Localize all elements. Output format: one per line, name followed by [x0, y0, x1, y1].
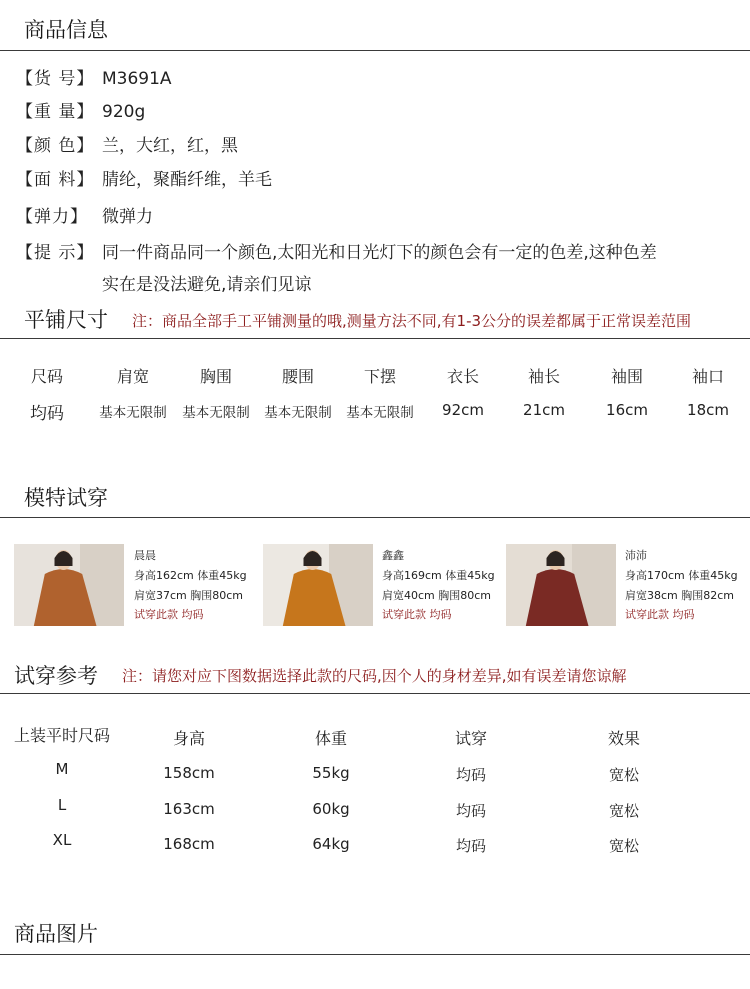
- info-value: M3691A: [102, 69, 172, 89]
- size-value-cell: 92cm: [442, 401, 484, 419]
- divider: [0, 50, 750, 51]
- size-value-cell: 16cm: [606, 401, 648, 419]
- model-tried-size: 试穿此款 均码: [625, 608, 695, 621]
- size-header-cell: 袖围: [610, 367, 644, 386]
- size-header-cell: 袖长: [527, 367, 561, 386]
- fit-value-cell: 宽松: [608, 802, 640, 820]
- info-label: 【提 示】: [16, 243, 95, 263]
- section-title-product-images: 商品图片: [14, 922, 98, 946]
- model-1-photo: [14, 544, 124, 626]
- divider: [0, 693, 750, 694]
- model-card: [506, 544, 742, 626]
- info-row: [16, 131, 238, 156]
- fit-header-cell: 试穿: [454, 729, 488, 748]
- size-header-cell: 腰围: [281, 367, 315, 386]
- size-header-cell: 胸围: [199, 367, 233, 386]
- section-title-model-fitting: 模特试穿: [24, 486, 108, 510]
- size-header-cell: 衣长: [446, 367, 480, 386]
- fit-header-cell: 上装平时尺码: [13, 726, 111, 745]
- model-2-photo: [263, 544, 373, 626]
- fit-value-cell: 60kg: [312, 800, 350, 818]
- info-label: 【颜 色】: [16, 136, 95, 156]
- info-label: 【面 料】: [16, 170, 95, 190]
- info-row: [16, 202, 153, 227]
- size-value-cell: 基本无限制: [264, 405, 332, 421]
- model-tried-size: 试穿此款 均码: [382, 608, 452, 621]
- info-value-continued: 实在是没法避免,请亲们见谅: [102, 275, 312, 295]
- info-row: [16, 64, 172, 89]
- divider: [0, 517, 750, 518]
- info-value: 腈纶，聚酯纤维，羊毛: [102, 170, 272, 190]
- model-shoulder-bust: 肩宽38cm 胸围82cm: [625, 589, 735, 602]
- size-header-cell: 袖口: [691, 367, 725, 386]
- info-label: 【重 量】: [16, 102, 95, 122]
- model-card: [263, 544, 499, 626]
- info-value: 兰，大红，红，黑: [102, 136, 238, 156]
- fit-value-cell: 55kg: [312, 764, 350, 782]
- fit-value-cell: 均码: [455, 802, 487, 820]
- size-header-cell: 肩宽: [116, 367, 150, 386]
- size-value-cell: 基本无限制: [99, 405, 167, 421]
- info-row: [16, 97, 145, 122]
- divider: [0, 338, 750, 339]
- fit-value-cell: L: [57, 796, 67, 814]
- fit-header-cell: 效果: [607, 729, 641, 748]
- fit-value-cell: 均码: [455, 837, 487, 855]
- model-name: 沛沛: [625, 549, 647, 562]
- model-3-photo: [506, 544, 616, 626]
- fit-value-cell: 宽松: [608, 837, 640, 855]
- size-value-cell: 均码: [30, 404, 64, 424]
- size-value-cell: 基本无限制: [346, 405, 414, 421]
- size-value-cell: 18cm: [687, 401, 729, 419]
- fit-value-cell: 158cm: [163, 764, 215, 782]
- model-name: 鑫鑫: [382, 549, 404, 562]
- model-height-weight: 身高162cm 体重45kg: [134, 569, 247, 582]
- model-height-weight: 身高169cm 体重45kg: [382, 569, 495, 582]
- flat-size-note: 注：商品全部手工平铺测量的哦,测量方法不同,有1-3公分的误差都属于正常误差范围: [132, 312, 692, 330]
- model-shoulder-bust: 肩宽37cm 胸围80cm: [134, 589, 244, 602]
- fit-header-cell: 体重: [314, 729, 348, 748]
- section-title-fitting-reference: 试穿参考: [14, 664, 98, 688]
- info-label: 【弹力】: [16, 207, 88, 227]
- info-row: [16, 165, 272, 190]
- fit-value-cell: XL: [52, 831, 72, 849]
- info-row: [16, 238, 657, 263]
- model-shoulder-bust: 肩宽40cm 胸围80cm: [382, 589, 492, 602]
- size-value-cell: 基本无限制: [182, 405, 250, 421]
- size-value-cell: 21cm: [523, 401, 565, 419]
- fit-value-cell: 均码: [455, 766, 487, 784]
- model-name: 晨晨: [134, 549, 156, 562]
- model-height-weight: 身高170cm 体重45kg: [625, 569, 738, 582]
- info-value: 920g: [102, 102, 146, 122]
- section-title-product-info: 商品信息: [24, 18, 108, 42]
- size-header-cell: 下摆: [363, 367, 397, 386]
- section-title-flat-size: 平铺尺寸: [24, 308, 108, 332]
- fitting-reference-note: 注：请您对应下图数据选择此款的尺码,因个人的身材差异,如有误差请您谅解: [122, 667, 627, 685]
- fit-value-cell: 163cm: [163, 800, 215, 818]
- divider: [0, 954, 750, 955]
- fit-value-cell: 宽松: [608, 766, 640, 784]
- fit-value-cell: 64kg: [312, 835, 350, 853]
- size-header-cell: 尺码: [30, 367, 64, 386]
- info-value: 微弹力: [102, 207, 153, 227]
- model-tried-size: 试穿此款 均码: [134, 608, 204, 621]
- info-value: 同一件商品同一个颜色,太阳光和日光灯下的颜色会有一定的色差,这种色差: [102, 243, 657, 263]
- fit-value-cell: 168cm: [163, 835, 215, 853]
- info-label: 【货 号】: [16, 69, 95, 89]
- fit-header-cell: 身高: [172, 729, 206, 748]
- fit-value-cell: M: [55, 760, 69, 778]
- model-card: [14, 544, 250, 626]
